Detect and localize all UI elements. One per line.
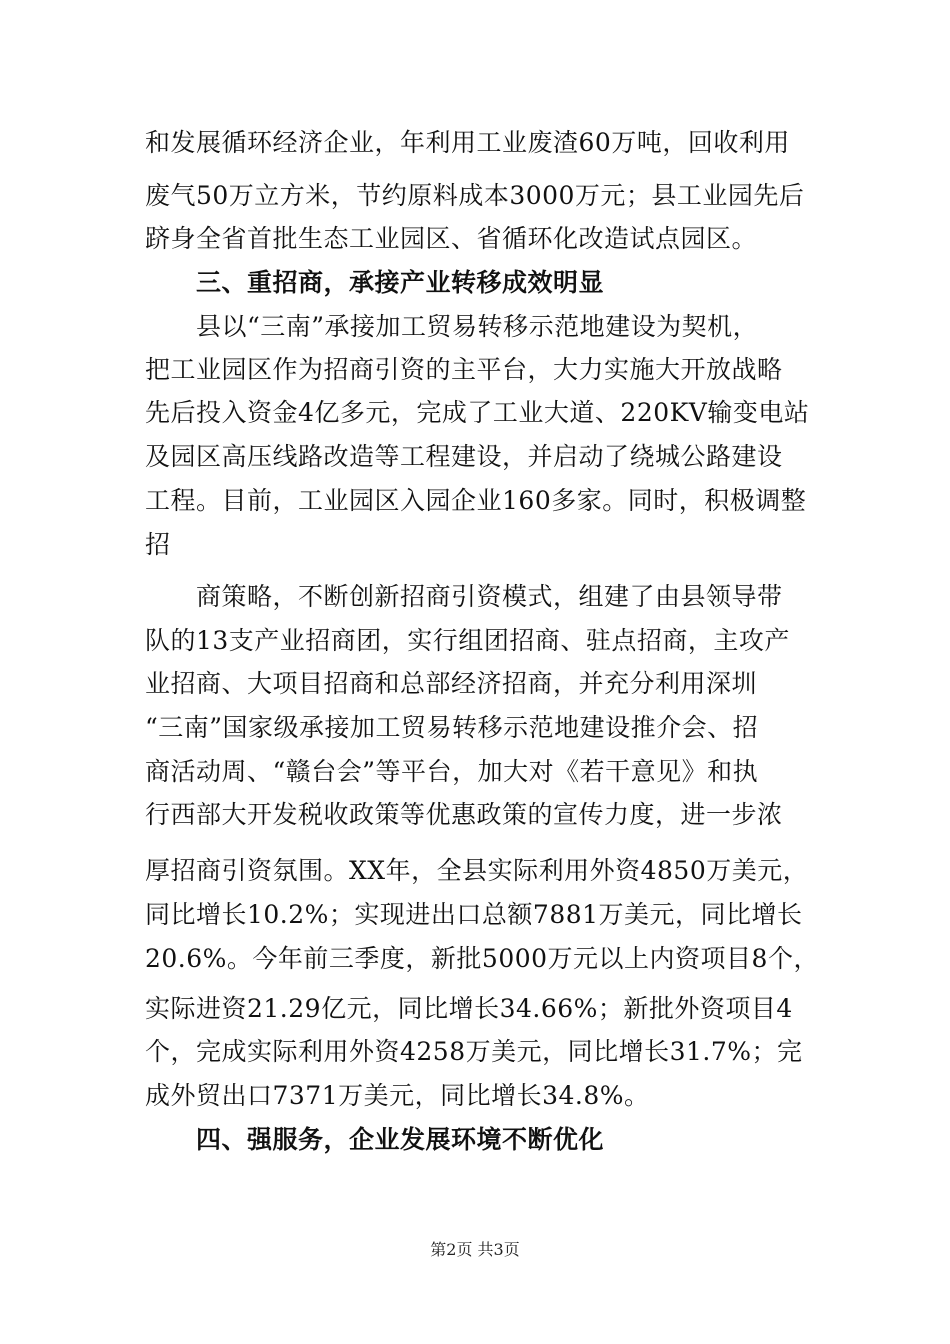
body-line: 成外贸出口7371万美元，同比增长34.8%。 <box>145 1081 650 1110</box>
body-line: 商活动周、“赣台会”等平台，加大对《若干意见》和执 <box>145 757 759 786</box>
body-line: 厚招商引资氛围。XX年，全县实际利用外资4850万美元， <box>145 856 809 885</box>
body-line: 个，完成实际利用外资4258万美元，同比增长31.7%；完 <box>145 1037 803 1066</box>
body-line: 同比增长10.2%；实现进出口总额7881万美元，同比增长 <box>145 900 803 929</box>
body-line: 和发展循环经济企业，年利用工业废渣60万吨，回收利用 <box>145 128 790 157</box>
body-line: 及园区高压线路改造等工程建设，并启动了绕城公路建设 <box>145 442 783 471</box>
body-line: 实际进资21.29亿元，同比增长34.66%；新批外资项目4 <box>145 994 793 1023</box>
body-line: 队的13支产业招商团，实行组团招商、驻点招商，主攻产 <box>145 626 790 655</box>
body-line: 20.6%。今年前三季度，新批5000万元以上内资项目8个， <box>145 944 819 973</box>
body-line: 跻身全省首批生态工业园区、省循环化改造试点园区。 <box>145 224 758 253</box>
body-line: 先后投入资金4亿多元，完成了工业大道、220KV输变电站 <box>145 398 810 427</box>
body-line: 工程。目前，工业园区入园企业160多家。同时，积极调整 <box>145 486 807 515</box>
body-line: 废气50万立方米，节约原料成本3000万元；县工业园先后 <box>145 181 805 210</box>
page-number-footer: 第2页 共3页 <box>430 1240 520 1259</box>
section-heading-4: 四、强服务，企业发展环境不断优化 <box>196 1125 605 1154</box>
body-line: 行西部大开发税收政策等优惠政策的宣传力度，进一步浓 <box>145 800 783 829</box>
body-line: 业招商、大项目招商和总部经济招商，并充分利用深圳 <box>145 669 758 698</box>
body-line: 商策略，不断创新招商引资模式，组建了由县领导带 <box>196 582 783 611</box>
body-line: 把工业园区作为招商引资的主平台，大力实施大开放战略 <box>145 355 783 384</box>
section-heading-3: 三、重招商，承接产业转移成效明显 <box>196 268 605 297</box>
body-line: 招 <box>145 530 171 559</box>
body-line: “三南”国家级承接加工贸易转移示范地建设推介会、招 <box>145 713 759 742</box>
body-line: 县以“三南”承接加工贸易转移示范地建设为契机， <box>196 312 759 341</box>
